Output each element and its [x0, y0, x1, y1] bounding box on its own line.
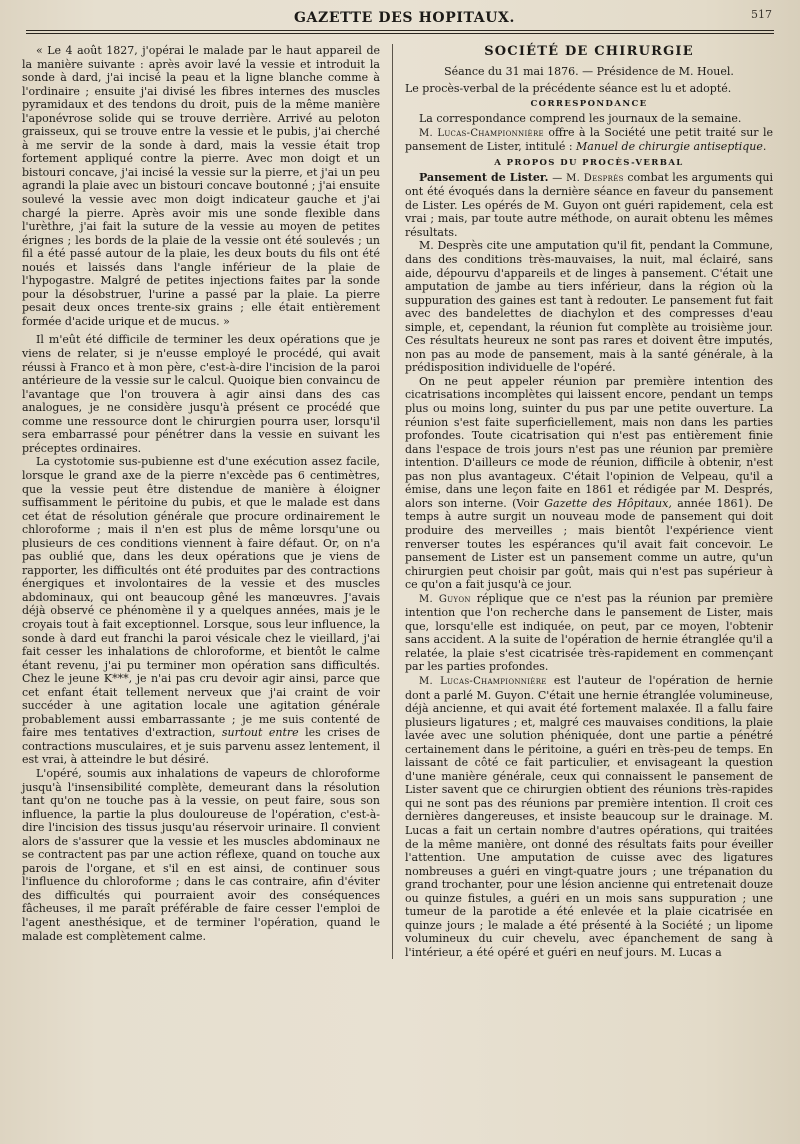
- correspondence-title: CORRESPONDANCE: [530, 99, 648, 110]
- reunion-paragraph: [405, 375, 773, 592]
- paragraph-cystotomy-emphasis: surtout entre: [221, 726, 299, 740]
- paragraph-cystotomy: [22, 455, 380, 767]
- guyon-paragraph: [405, 592, 773, 674]
- paragraph-procedure: Il m'eût été difficile de terminer les deux opérations que je viens de relater, si je n'eusse employé le procédé, qui avait réussi à Franco et à mon père, c'est-à-dire l'incision de la paroi antérieure de la vessie sur le calcul. Quoique bien convaincu de l'avantage que l'on trouvera à agir ainsi dans des cas analogues, je ne considère jusqu'à présent ce procédé que comme une ressource dont le chirurgien pourra user, lorsqu'il sera embarrassé pour pénétrer dans la vessie en suivant les préceptes ordinaires.: [22, 333, 380, 455]
- paragraph-cystotomy-text: La cystotomie sus-pubienne est d'une exécution assez facile, lorsque le grand axe de la pierre n'excède pas 6 centimètres, que la vessie peut être distendue de manière à éloigner suffisamment le péritoine du pubis, et que le malade est dans cet état de résolution générale que procure ordinairement le chloroforme ; mais il n'en est plus de même lorsqu'une ou plusieurs de ces conditions viennent à faire défaut. Or, on n'a pas oublié que, dans les deux opérations que je viens de rapporter, les difficultés ont été produites par des contractions énergiques et involontaires de la vessie et des muscles abdominaux, qui ont beaucoup gêné les manœuvres. J'avais déjà observé ce phénomène il y a quelques années, mais je le croyais tout à fait exceptionnel. Lorsque, sous leur influence, la sonde à dard eut franchi la paroi vésicale chez le vieillard, j'ai fait cesser les inhalations de chloroforme, et bientôt le calme étant revenu, j'ai pu terminer mon opération sans difficultés. Chez le jeune K***, je n'ai pas cru devoir agir ainsi, parce que cet enfant était tellement nerveux que j'ai craint de voir succéder à une agitation locale une agitation générale probablement aussi embarrassante ; je me suis contenté de faire mes tentatives d'extraction,: [22, 455, 380, 740]
- lucas-book-title: Manuel de chirurgie antiseptique.: [576, 140, 767, 154]
- despres-text: combat les arguments qui ont été évoqués dans la dernière séance en faveur du pansement de Lister. Les opérés de M. Guyon ont guéri rapidement, cela est vrai ; mais, par toute autre méthode, on aurait obtenu les mêmes résultats.: [405, 170, 773, 239]
- correspondence-line: La correspondance comprend les journaux de la semaine.: [419, 112, 742, 126]
- left-column: [22, 44, 390, 959]
- minutes-line: Le procès-verbal de la précédente séance est lu et adopté.: [405, 81, 732, 95]
- speaker-guyon: M. Guyon: [419, 593, 471, 605]
- lucas-gift-paragraph: [405, 126, 773, 154]
- quoted-case-paragraph: « Le 4 août 1827, j'opérai le malade par le haut appareil de la manière suivante : après avoir lavé la vessie et introduit la sonde à dard, j'ai incisé la peau et la ligne blanche comme à l'ordinaire ; ensuite j'ai divisé les fibres internes des muscles pyramidaux et des tendons du droit, puis de la même manière l'aponévrose solide qui se trouve derrière. Arrivé au peloton graisseux, qui se trouve entre la vessie et le pubis, j'ai cherché à me servir de la sonde à dard, mais la vessie était trop fortement appliqué contre la pierre. Avec mon doigt et un bistouri concave, j'ai incisé la vessie sur la pierre, et j'ai un peu agrandi la plaie avec un bistouri concave boutonné ; j'ai ensuite soulevé la vessie avec mon doigt indicateur gauche et j'ai chargé la pierre. Après avoir mis une sonde flexible dans l'urèthre, j'ai fait la suture de la vessie au moyen de petites érignes ; les bords de la plaie de la vessie ont été soulevés ; un fil a été passé autour de la plaie, les deux bouts du fils ont été noués et laissés dans l'angle inférieur de la plaie de l'hypogastre. Malgré de petites injections faites par la sonde pour la désobstruer, l'urine a passé par la plaie. La pierre pesait deux onces trente-six grains ; elle était entièrement formée d'acide urique et de mucus. »: [22, 44, 380, 328]
- reunion-end: année 1861). De temps à autre surgit un nouveau mode de pansement qui doit produire des merveilles ; mais bientôt l'expérience vient renverser toutes les espérances qu'il avait fait concevoir. Le pansement de Lister est un pansement comme un autre, qu'un chirurgien peut choisir par goût, mais qui n'est pas supérieur à ce qu'on a fait jusqu'à ce jour.: [405, 496, 773, 592]
- lucas-gift-text: offre à la Société une petit traité sur le pansement de Lister, intitulé :: [405, 125, 773, 154]
- page-header: [22, 8, 778, 36]
- speaker-despres: — M. Desprès: [552, 172, 624, 184]
- verbal-title: A PROPOS DU PROCÈS-VERBAL: [494, 157, 684, 168]
- running-title: GAZETTE DES HOPITAUX.: [294, 10, 515, 26]
- speaker-lucas-2: M. Lucas-Championnière: [419, 675, 547, 687]
- reunion-emphasis: Gazette des Hôpitaux,: [544, 496, 672, 510]
- header-rule: [26, 30, 774, 34]
- lucas-hernia-text: est l'auteur de l'opération de hernie dont a parlé M. Guyon. C'était une hernie étranglée volumineuse, déjà ancienne, et qui avait été fortement malaxée. Il a fallu faire plusieurs ligatures ; et, malgré ces mauvaises conditions, la plaie lavée avec une solution phéniquée, dont une partie a pénétré certainement dans le péritoine, a guéri en très-peu de temps. En laissant de côté ce fait particulier, et envisageant la question d'une manière générale, ceux qui connaissent le pansement de Lister savent que ce chirurgien obtient des réunions très-rapides qui ne sont pas des réunions par première intention. Il croit ces dernières dangereuses, et insiste beaucoup sur le drainage. M. Lucas a fait un certain nombre d'autres opérations, qui traitées de la même manière, ont donné des résultats faits pour éveiller l'attention. Une amputation de cuisse avec des ligatures nombreuses a guéri en vingt-quatre jours ; une trépanation du grand trochanter, pour une lésion ancienne qui entretenait douze ou quinze fistules, a guéri en un mois sans suppuration ; une tumeur de la parotide a été enlevée et la plaie cicatrisée en quinze jours ; le malade a été présenté à la Société ; un lipome volumineux du cuir chevelu, avec épanchement de sang à l'intérieur, a été opéré et guéri en neuf jours. M. Lucas a: [405, 673, 773, 959]
- reunion-text: On ne peut appeler réunion par première intention des cicatrisations incomplètes qui laissent encore, pendant un temps plus ou moins long, suinter du pus par une petite ouverture. La réunion s'est faite superficiellement, mais non dans les parties profondes. Toute cicatrisation qui n'est pas entièrement finie dans l'espace de trois jours n'est pas une réunion par première intention. D'ailleurs ce mode de réunion, difficile à obtenir, n'est pas non plus avantageux. C'était l'opinion de Velpeau, qu'il a émise, dans une leçon faite en 1861 et rédigée par M. Després, alors son interne. (Voir: [405, 374, 773, 510]
- lister-lead: Pansement de Lister.: [419, 170, 549, 184]
- session-line: Séance du 31 mai 1876. — Présidence de M. Houel.: [444, 65, 734, 78]
- text-columns: [22, 44, 778, 959]
- guyon-text: réplique que ce n'est pas la réunion par première intention que l'on recherche dans le pansement de Lister, mais que, lorsqu'elle est indiquée, on peut, par ce moyen, l'obtenir sans accident. A la suite de l'opération de hernie étranglée qu'il a relatée, la plaie s'est cicatrisée très-rapidement en commençant par les parties profondes.: [405, 591, 774, 674]
- column-divider: [392, 44, 393, 959]
- amputation-paragraph: M. Desprès cite une amputation qu'il fit, pendant la Commune, dans des conditions très-mauvaises, la nuit, mal éclairé, sans aide, dépourvu d'appareils et de linges à pansement. C'était une amputation de jambe au tiers inférieur, dans la région où la suppuration des gaines est tant à redouter. Le pansement fut fait avec des bandelettes de diachylon et des compresses d'eau simple, et, cependant, la réunion fut complète au troisième jour. Ces résultats heureux ne sont pas rares et doivent être imputés, non pas au mode de pansement, mais à la santé générale, à la prédisposition individuelle de l'opéré.: [405, 239, 773, 375]
- section-title: SOCIÉTÉ DE CHIRURGIE: [484, 44, 694, 59]
- paragraph-cystotomy-end: les crises de contractions musculaires, et je suis parvenu assez lentement, il est vrai, à atteindre le but désiré.: [22, 726, 380, 767]
- page-number: 517: [751, 8, 772, 21]
- despres-paragraph: [405, 171, 773, 240]
- right-column: [395, 44, 773, 959]
- speaker-lucas: M. Lucas-Championnière: [419, 127, 544, 139]
- paragraph-chloroform: L'opéré, soumis aux inhalations de vapeurs de chloroforme jusqu'à l'insensibilité complète, demeurant dans la résolution tant qu'on ne touche pas à la vessie, on peut faire, sous son influence, la partie la plus douloureuse de l'opération, c'est-à-dire l'incision des tissus jusqu'au réservoir urinaire. Il convient alors de s'assurer que la vessie et les muscles abdominaux ne se contractent pas par une action réflexe, quand on touche aux parois de l'organe, et s'il en est ainsi, de continuer sous l'influence du chloroforme ; dans le cas contraire, afin d'éviter des difficultés qui pourraient avoir des conséquences fâcheuses, il me paraît préférable de faire cesser l'emploi de l'agent anesthésique, et de terminer l'opération, quand le malade est complètement calme.: [22, 766, 380, 943]
- lucas-hernia-paragraph: [405, 674, 773, 959]
